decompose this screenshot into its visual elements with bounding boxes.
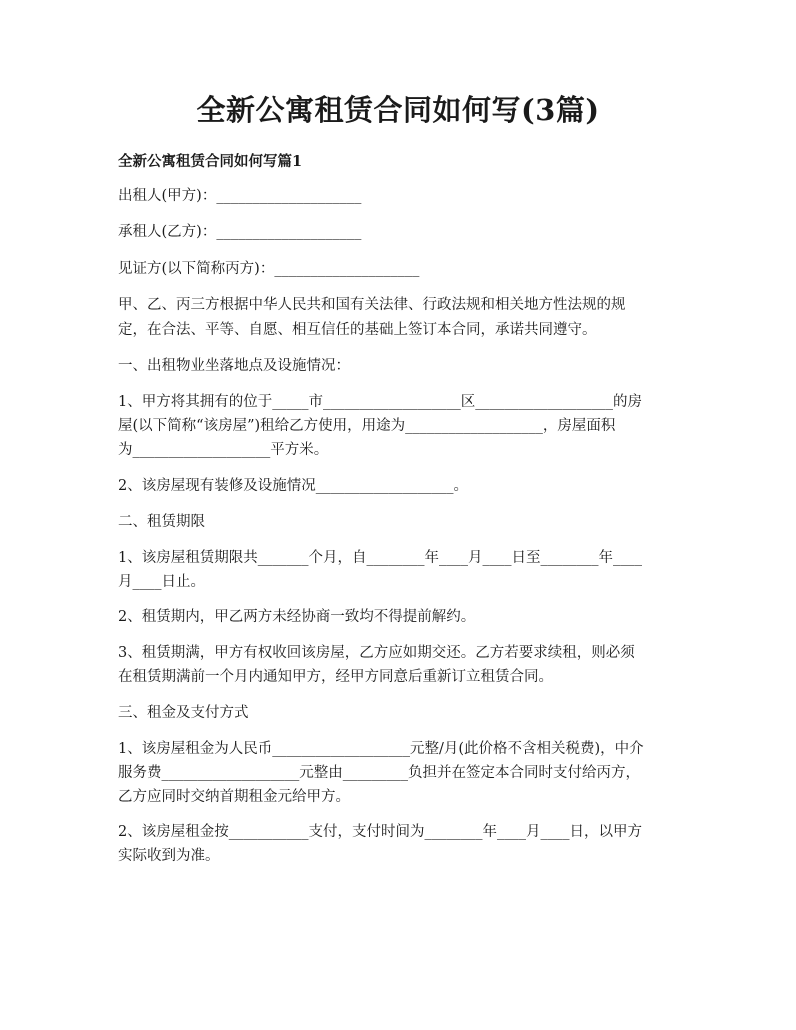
clause-1-1-line-3: 为___________________平方米。 [118, 442, 329, 458]
clause-2-2: 2、租赁期内，甲乙两方未经协商一致均不得提前解约。 [118, 609, 476, 625]
preamble-line-1: 甲、乙、丙三方根据中华人民共和国有关法律、行政法规和相关地方性法规的规 [118, 297, 626, 313]
clause-3-1-line-1: 1、该房屋租金为人民币___________________元整/月(此价格不含相关税费)，中介 [118, 741, 644, 757]
preamble-line-2: 定，在合法、平等、自愿、相互信任的基础上签订本合同，承诺共同遵守。 [118, 322, 597, 338]
clause-2-1-line-2: 月____日止。 [118, 574, 205, 590]
lessor-line: 出租人(甲方)：____________________ [118, 188, 362, 204]
clause-3-2-line-1: 2、该房屋租金按___________支付，支付时间为________年____月____日，以甲方 [118, 824, 642, 840]
clause-1-1-line-2: 屋(以下简称“该房屋”)租给乙方使用，用途为___________________，房屋面积 [118, 418, 616, 434]
lessee-line: 承租人(乙方)：____________________ [118, 224, 362, 240]
clause-2-1-line-1: 1、该房屋租赁期限共_______个月，自________年____月____日至________年____ [118, 550, 642, 566]
witness-line: 见证方(以下简称丙方)：____________________ [118, 261, 420, 277]
heading-property: 一、出租物业坐落地点及设施情况： [118, 358, 350, 374]
document-title: 全新公寓租赁合同如何写(3篇) [196, 93, 600, 127]
clause-2-3-line-2: 在租赁期满前一个月内通知甲方，经甲方同意后重新订立租赁合同。 [118, 669, 553, 685]
clause-2-3-line-1: 3、租赁期满，甲方有权收回该房屋，乙方应如期交还。乙方若要求续租，则必须 [118, 645, 635, 661]
clause-3-2-line-2: 实际收到为准。 [118, 848, 220, 864]
clause-1-1-line-1: 1、甲方将其拥有的位于_____市___________________区___________________的房 [118, 394, 642, 410]
section-subtitle: 全新公寓租赁合同如何写篇1 [118, 153, 303, 170]
clause-3-1-line-2: 服务费___________________元整由_________负担并在签定本合同时支付给丙方， [118, 765, 640, 781]
heading-rent: 三、租金及支付方式 [118, 705, 249, 721]
clause-3-1-line-3: 乙方应同时交纳首期租金元给甲方。 [118, 789, 350, 805]
clause-1-2: 2、该房屋现有装修及设施情况___________________。 [118, 478, 468, 494]
heading-term: 二、租赁期限 [118, 514, 205, 530]
